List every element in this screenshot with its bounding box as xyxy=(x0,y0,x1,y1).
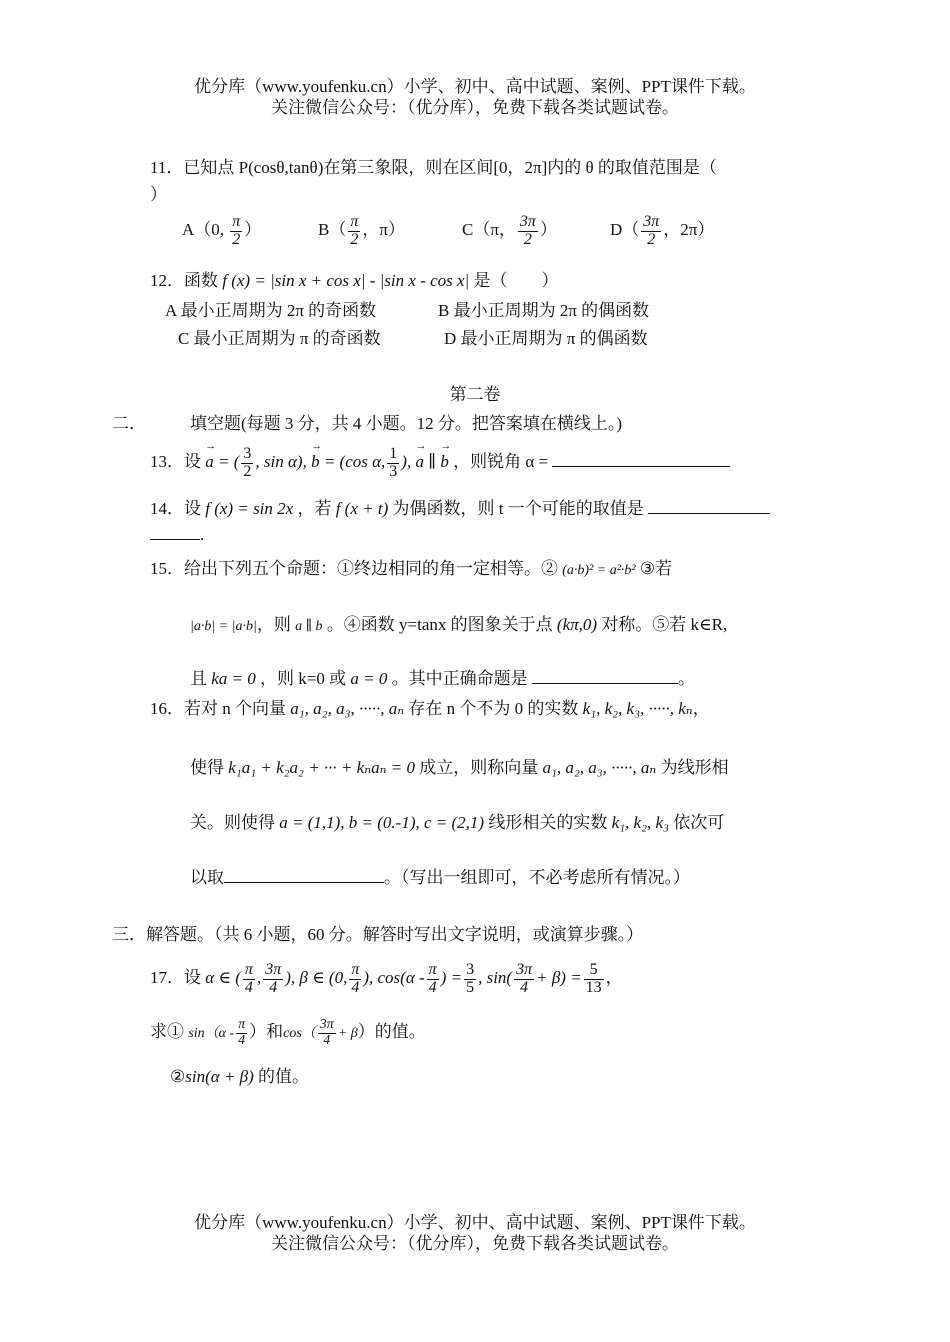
question-11-option-d: D（ $\frac{3\pi}{2}$ ，2π） xyxy=(610,213,715,248)
part-3-title: 三．解答题。（共 6 小题，60 分。解答时写出文字说明，或演算步骤。） xyxy=(112,925,644,944)
question-12-option-d: D 最小正周期为 π 的偶函数 xyxy=(444,329,648,348)
question-12-formula: f (x) = |sin x + cos x| - |sin x - cos x| xyxy=(222,271,470,290)
question-14-line-2: . xyxy=(150,524,204,545)
section-2-number: 二． xyxy=(112,414,146,433)
question-15-answer-blank[interactable] xyxy=(532,669,678,684)
question-12-option-c: C 最小正周期为 π 的奇函数 xyxy=(178,329,381,348)
proposition-3-parallel: a ∥ b xyxy=(295,619,323,634)
question-13-answer-blank[interactable] xyxy=(552,452,730,467)
question-17-ask-1: 求① sin（α - $\frac{\pi}{4}$ ）和cos（ $\frac{3\pi}{4}$ + β）的值。 xyxy=(150,1017,426,1048)
question-11-stem-end: ） xyxy=(150,185,167,204)
question-16-line-3: 关。则使得 a = (1,1), b = (0.-1), c = (2,1) 线形相关的实数 k₁, k₂, k₃ 依次可 xyxy=(190,813,725,832)
question-11-option-c: C（π， $\frac{3\pi}{2}$ ） xyxy=(462,213,557,248)
question-11-stem: 11．已知点 P(cosθ,tanθ)在第三象限，则在区间[0，2π]内的 θ 的取值范围是（ xyxy=(150,158,717,177)
question-13: 13．设 → a = ( $\frac{3}{2}$ , sin α), → b = (cos α, $\frac{1}{3}$ ), → a ∥ → b ，则锐角 α = xyxy=(150,446,730,481)
symmetry-point: (kπ,0) xyxy=(556,615,598,634)
footer-line-1: 优分库（www.youfenku.cn）小学、初中、高中试题、案例、PPT课件下载。 xyxy=(194,1213,756,1232)
section-2-instructions: 填空题(每题 3 分，共 4 小题。12 分。把答案填在横线上。) xyxy=(190,414,623,433)
question-15-line-3: 且 ka = 0 ，则 k=0 或 a = 0 。其中正确命题是 。 xyxy=(190,669,695,688)
question-14-answer-blank[interactable] xyxy=(648,499,770,514)
question-16-line-4: 以取 。（写出一组即可，不必考虑所有情况。） xyxy=(190,868,690,887)
question-12-stem: 12．函数 f (x) = |sin x + cos x| - |sin x - cos x| 是（ ） xyxy=(150,271,559,290)
question-17-given: 17．设 α ∈ ( $\frac{\pi}{4}$ , $\frac{3\pi}{4}$ ), β ∈ (0, $\frac{\pi}{4}$ ), cos(α - $\frac{\pi}{4}$ ) = $\frac{3}{5}$ , sin( $\frac{3\pi}{4}$ + β) = $\frac{5}{13}$ ， xyxy=(150,961,623,996)
question-12-option-a: A 最小正周期为 2π 的奇函数 xyxy=(165,301,377,320)
proposition-2-formula: (a·b)² = a²·b² xyxy=(562,563,636,578)
question-15-line-1: 15．给出下列五个命题：①终边相同的角一定相等。② (a·b)² = a²·b² ③若 xyxy=(150,559,673,578)
header-line-1: 优分库（www.youfenku.cn）小学、初中、高中试题、案例、PPT课件下载。 xyxy=(194,77,756,96)
proposition-3-formula: |a·b| = |a·b| xyxy=(190,619,257,634)
question-15-line-2: |a·b| = |a·b|，则 a ∥ b 。④函数 y=tanx 的图象关于点 (kπ,0) 对称。⑤若 k∈R, xyxy=(190,615,728,634)
question-16-answer-blank[interactable] xyxy=(224,868,384,883)
footer-line-2: 关注微信公众号：（优分库），免费下载各类试题试卷。 xyxy=(271,1234,679,1253)
question-14-answer-blank-cont[interactable] xyxy=(150,525,200,540)
question-11-option-a: A（0, $\frac{\pi}{2}$ ） xyxy=(182,213,262,248)
question-14: 14．设 f (x) = sin 2x ，若 f (x + t) 为偶函数，则 t 一个可能的取值是 xyxy=(150,498,770,519)
part-2-title: 第二卷 xyxy=(449,385,501,404)
question-12-option-b: B 最小正周期为 2π 的偶函数 xyxy=(438,301,650,320)
question-16-line-2: 使得 k₁a₁ + k₂a₂ + ··· + kₙaₙ = 0 成立，则称向量 a₁, a₂, a₃, ·····, aₙ 为线形相 xyxy=(190,758,729,777)
question-17-ask-2: ②sin(α + β) 的值。 xyxy=(170,1067,310,1086)
header-line-2: 关注微信公众号：（优分库），免费下载各类试题试卷。 xyxy=(271,98,679,117)
question-11-option-b: B（ $\frac{\pi}{2}$ ，π） xyxy=(318,213,405,248)
question-16-line-1: 16．若对 n 个向量 a₁, a₂, a₃, ·····, aₙ 存在 n 个不为 0 的实数 k₁, k₂, k₃, ·····, kₙ， xyxy=(150,699,710,718)
